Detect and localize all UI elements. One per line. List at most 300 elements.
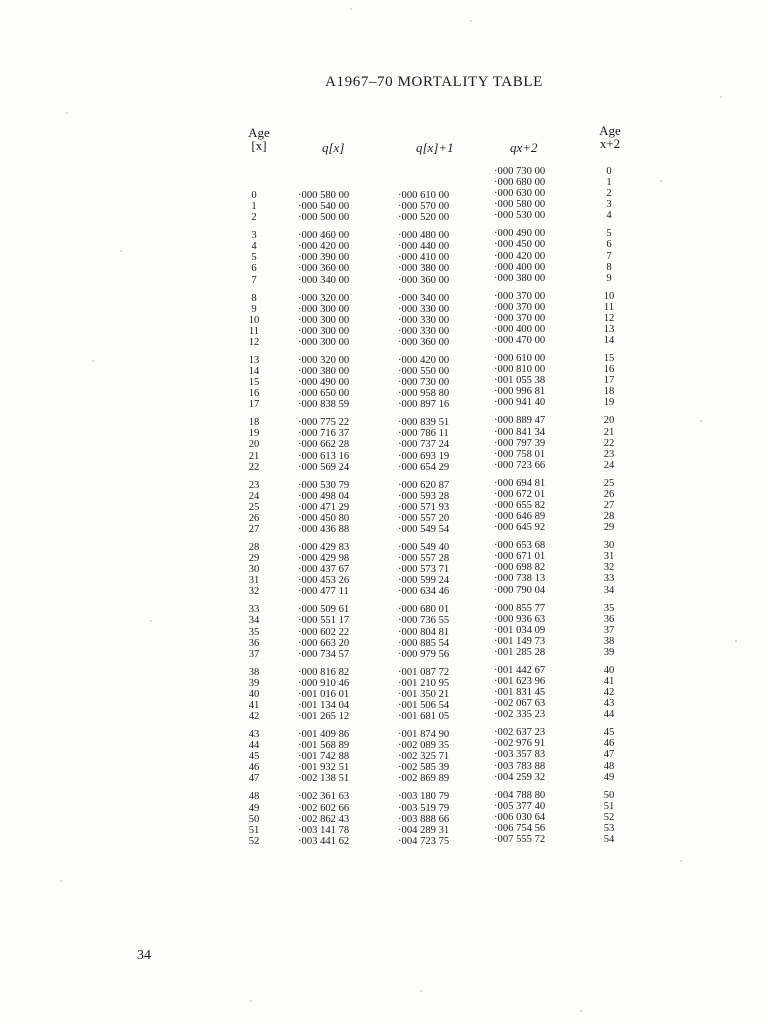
age-select-label: 40 [248,688,260,700]
q-select-plus1-value: ·000 839 51 [398,417,450,429]
age-ultimate-label: 42 [603,687,615,699]
q-select-plus1-value: ·000 410 00 [398,252,450,264]
group-gap [594,409,624,416]
age-ultimate-label: 24 [603,459,615,471]
age-ultimate-label: 29 [603,522,615,534]
q-select-value: ·000 420 00 [298,241,350,253]
q-ultimate-value: ·000 738 13 [494,573,546,585]
group-gap [398,410,449,417]
age-select-label: 47 [248,773,260,785]
paper-speck [660,180,662,182]
q-ultimate-value: ·000 941 40 [494,397,546,409]
group-gap [594,346,624,353]
q-ultimate-value: ·000 380 00 [494,272,546,284]
group-gap [298,473,349,480]
q-select-value: ·000 816 82 [298,666,350,678]
group-gap [238,597,270,604]
column-q-ultimate [494,166,545,845]
group-gap [298,223,349,230]
q-select-value: ·000 300 00 [298,314,350,326]
group-gap [494,409,545,416]
age-select-label: 34 [248,615,260,627]
q-select-plus1-value: ·000 804 81 [398,626,450,638]
q-ultimate-value: ·000 645 92 [494,522,546,534]
q-select-value: ·000 775 22 [298,417,350,429]
age-ultimate-label: 1 [606,177,612,189]
q-ultimate-value: ·000 370 00 [494,312,546,324]
group-gap [494,471,545,478]
age-ultimate-label: 30 [603,540,615,552]
group-gap [398,597,449,604]
age-ultimate-label: 31 [603,551,615,563]
group-gap [398,286,449,293]
age-select-label: 6 [251,263,257,275]
q-select-plus1-value: ·000 737 24 [398,439,450,451]
age-ultimate-label: 12 [603,312,615,324]
group-gap [238,660,270,667]
q-ultimate-value: ·001 442 67 [494,664,546,676]
paper-speck [470,20,472,22]
q-ultimate-value: ·000 671 01 [494,551,546,563]
paper-speck [150,620,152,622]
group-gap [398,785,449,792]
age-select-label: 9 [251,303,257,315]
q-ultimate-value: ·000 400 00 [494,261,546,273]
group-gap [494,596,545,603]
q-ultimate-value: ·001 149 73 [494,635,546,647]
q-ultimate-value: ·000 694 81 [494,477,546,489]
q-ultimate-value: ·000 730 00 [494,166,546,177]
group-gap [238,722,270,729]
q-select-value: ·000 650 00 [298,388,350,400]
q-select-value: ·000 580 00 [298,190,350,201]
q-ultimate-value: ·000 370 00 [494,290,546,302]
age-ultimate-label: 46 [603,738,615,750]
age-select-label: 24 [248,490,260,502]
age-select-label: 26 [248,512,260,524]
age-select-label: 17 [248,399,260,411]
column-age-select [238,190,270,847]
age-select-label: 36 [248,637,260,649]
paper-speck [735,640,737,642]
group-gap [238,785,270,792]
age-select-label: 31 [248,575,260,587]
q-ultimate-value: ·000 936 63 [494,613,546,625]
age-select-label: 45 [248,751,260,763]
age-select-label: 50 [248,813,260,825]
header-age-right-line2: x+2 [599,136,621,151]
q-select-plus1-value: ·000 654 29 [398,461,450,473]
q-select-plus1-value: ·001 506 54 [398,699,450,711]
paper-speck [420,990,422,992]
q-select-value: ·000 429 98 [298,553,350,565]
q-select-plus1-value: ·000 330 00 [398,314,450,326]
group-gap [494,221,545,228]
age-select-label: 25 [248,501,260,513]
paper-speck [60,880,62,882]
group-gap [594,221,624,228]
age-ultimate-label: 18 [603,386,615,398]
age-select-label: 14 [248,365,260,377]
header-age-left-line1: Age [248,125,270,140]
q-ultimate-value: ·002 335 23 [494,709,546,721]
age-select-label: 41 [248,699,260,711]
q-select-value: ·000 500 00 [298,212,350,224]
q-select-value: ·000 716 37 [298,428,350,440]
group-gap [398,722,449,729]
age-ultimate-label: 38 [603,635,615,647]
age-ultimate-label: 19 [603,397,615,409]
age-select-label: 28 [248,541,260,553]
age-ultimate-label: 20 [603,415,615,427]
q-select-value: ·003 141 78 [298,824,350,836]
age-ultimate-label: 35 [603,602,615,614]
group-gap [494,284,545,291]
q-ultimate-value: ·001 285 28 [494,646,546,658]
q-select-value: ·000 910 46 [298,677,350,689]
age-ultimate-label: 25 [603,477,615,489]
age-select-label: 5 [251,252,257,264]
paper-speck [250,1000,252,1002]
q-select-value: ·002 602 66 [298,802,350,814]
age-select-label: 10 [248,314,260,326]
age-select-label: 27 [248,523,260,535]
page-title: A1967–70 MORTALITY TABLE [325,74,543,90]
age-select-label: 20 [248,439,260,451]
q-select-value: ·001 265 12 [298,711,350,723]
age-ultimate-label: 33 [603,573,615,585]
age-select-label: 49 [248,802,260,814]
age-ultimate-label: 3 [606,199,612,211]
age-ultimate-label: 39 [603,646,615,658]
age-select-label: 42 [248,711,260,723]
header-age-left-line2: [x] [251,138,267,153]
age-select-label: 21 [248,450,260,462]
age-ultimate-label: 47 [603,749,615,761]
age-ultimate-label: 28 [603,511,615,523]
q-select-plus1-value: ·003 888 66 [398,813,450,825]
age-select-label: 7 [251,274,257,286]
group-gap [594,596,624,603]
q-ultimate-value: ·000 630 00 [494,188,546,200]
q-ultimate-value: ·006 030 64 [494,811,546,823]
age-ultimate-label: 6 [606,239,612,251]
paper-speck [66,112,68,114]
age-select-label: 51 [248,824,260,836]
q-select-value: ·001 742 88 [298,751,350,763]
group-gap [594,658,624,665]
q-select-plus1-value: ·000 897 16 [398,399,450,411]
age-select-label: 23 [248,479,260,491]
age-ultimate-label: 21 [603,426,615,438]
q-ultimate-value: ·000 646 89 [494,511,546,523]
age-ultimate-label: 10 [603,290,615,302]
page-number: 34 [137,948,151,963]
q-select-value: ·000 602 22 [298,626,350,638]
q-select-value: ·000 300 00 [298,303,350,315]
age-select-label: 3 [251,230,257,242]
group-gap [398,348,449,355]
age-ultimate-label: 16 [603,364,615,376]
q-select-value: ·000 450 80 [298,512,350,524]
group-gap [594,720,624,727]
q-select-value: ·000 380 00 [298,365,350,377]
age-ultimate-label: 14 [603,335,615,347]
q-ultimate-value: ·003 783 88 [494,760,546,772]
q-select-plus1-value: ·000 557 28 [398,553,450,565]
q-select-plus1-value: ·000 958 80 [398,388,450,400]
group-gap [238,410,270,417]
q-select-value: ·000 453 26 [298,575,350,587]
q-select-value: ·000 320 00 [298,354,350,366]
age-select-label: 18 [248,417,260,429]
q-select-plus1-value: ·000 557 20 [398,512,450,524]
group-gap [298,785,349,792]
q-select-plus1-value: ·000 380 00 [398,263,450,275]
q-select-value: ·000 300 00 [298,336,350,348]
group-gap [494,346,545,353]
q-select-plus1-value: ·000 549 40 [398,541,450,553]
paper-speck [680,860,682,862]
group-gap [494,783,545,790]
q-select-value: ·000 569 24 [298,461,350,473]
age-ultimate-label: 27 [603,499,615,511]
q-ultimate-value: ·000 450 00 [494,239,546,251]
q-select-plus1-value: ·000 340 00 [398,292,450,304]
q-ultimate-value: ·000 855 77 [494,602,546,614]
age-select-label: 1 [251,201,257,213]
q-select-plus1-value: ·000 330 00 [398,303,450,315]
q-ultimate-value: ·000 841 34 [494,426,546,438]
age-ultimate-label: 9 [606,272,612,284]
q-ultimate-value: ·000 530 00 [494,210,546,222]
q-select-value: ·001 016 01 [298,688,350,700]
group-gap [398,473,449,480]
group-gap [298,348,349,355]
header-q-ultimate: qx+2 [510,140,538,155]
column-age-ultimate [594,166,624,845]
header-q-select: q[x] [322,140,345,155]
q-select-value: ·000 551 17 [298,615,350,627]
group-gap [298,410,349,417]
q-ultimate-value: ·004 259 32 [494,771,546,783]
q-select-value: ·000 436 88 [298,523,350,535]
q-select-plus1-value: ·000 736 55 [398,615,450,627]
group-gap [298,535,349,542]
q-ultimate-value: ·000 797 39 [494,437,546,449]
q-select-plus1-value: ·002 585 39 [398,762,450,774]
q-select-plus1-value: ·002 869 89 [398,773,450,785]
q-ultimate-value: ·001 623 96 [494,675,546,687]
age-select-label: 12 [248,336,260,348]
q-select-plus1-value: ·001 210 95 [398,677,450,689]
q-select-plus1-value: ·000 571 93 [398,501,450,513]
group-gap [238,223,270,230]
age-ultimate-label: 49 [603,771,615,783]
q-select-plus1-value: ·001 874 90 [398,729,450,741]
q-select-value: ·000 460 00 [298,230,350,242]
q-ultimate-value: ·000 420 00 [494,250,546,262]
q-ultimate-value: ·000 400 00 [494,324,546,335]
q-select-plus1-value: ·000 730 00 [398,377,450,389]
age-select-label: 22 [248,461,260,473]
group-gap [298,286,349,293]
q-select-plus1-value: ·001 087 72 [398,666,450,678]
q-select-plus1-value: ·000 549 54 [398,523,450,535]
q-select-value: ·000 340 00 [298,274,350,286]
q-select-plus1-value: ·000 593 28 [398,490,450,502]
age-ultimate-label: 45 [603,727,615,739]
q-select-value: ·000 530 79 [298,479,350,491]
age-select-label: 15 [248,377,260,389]
q-select-plus1-value: ·004 723 75 [398,835,450,847]
q-ultimate-value: ·006 754 56 [494,822,546,834]
q-ultimate-value: ·000 672 01 [494,488,546,500]
age-select-label: 13 [248,354,260,366]
group-gap [398,535,449,542]
q-select-value: ·000 613 16 [298,450,350,462]
group-gap [238,535,270,542]
q-ultimate-value: ·001 055 38 [494,375,546,387]
q-select-plus1-value: ·002 089 35 [398,740,450,752]
q-select-value: ·000 437 67 [298,564,350,576]
age-ultimate-label: 37 [603,624,615,636]
age-select-label: 38 [248,666,260,678]
q-ultimate-value: ·002 637 23 [494,727,546,739]
q-select-plus1-value: ·000 885 54 [398,637,450,649]
age-select-label: 16 [248,388,260,400]
q-select-plus1-value: ·000 420 00 [398,354,450,366]
age-select-label: 37 [248,648,260,660]
age-ultimate-label: 53 [603,822,615,834]
q-select-plus1-value: ·000 599 24 [398,575,450,587]
q-ultimate-value: ·007 555 72 [494,833,546,845]
q-select-value: ·000 300 00 [298,325,350,337]
q-select-value: ·000 390 00 [298,252,350,264]
q-select-plus1-value: ·000 693 19 [398,450,450,462]
group-gap [238,348,270,355]
q-select-value: ·000 662 28 [298,439,350,451]
q-ultimate-value: ·000 889 47 [494,415,546,427]
age-ultimate-label: 7 [606,250,612,262]
age-ultimate-label: 54 [603,833,615,845]
q-select-value: ·000 498 04 [298,490,350,502]
q-ultimate-value: ·000 370 00 [494,301,546,313]
q-select-plus1-value: ·001 681 05 [398,711,450,723]
q-ultimate-value: ·000 655 82 [494,499,546,511]
q-select-value: ·000 429 83 [298,541,350,553]
age-select-label: 2 [251,212,257,224]
group-gap [398,660,449,667]
q-select-plus1-value: ·000 360 00 [398,274,450,286]
paper-speck [92,360,94,362]
group-gap [494,720,545,727]
q-select-value: ·000 471 29 [298,501,350,513]
age-ultimate-label: 22 [603,437,615,449]
age-ultimate-label: 51 [603,800,615,812]
age-select-label: 0 [251,190,257,201]
q-select-value: ·001 568 89 [298,740,350,752]
q-ultimate-value: ·002 976 91 [494,738,546,750]
age-ultimate-label: 48 [603,760,615,772]
q-select-value: ·000 509 61 [298,604,350,616]
age-ultimate-label: 41 [603,675,615,687]
q-ultimate-value: ·005 377 40 [494,800,546,812]
group-gap [494,533,545,540]
age-ultimate-label: 5 [606,228,612,240]
group-gap [298,597,349,604]
q-select-plus1-value: ·000 360 00 [398,336,450,348]
age-select-label: 33 [248,604,260,616]
q-select-value: ·000 734 57 [298,648,350,660]
age-select-label: 32 [248,586,260,598]
q-ultimate-value: ·000 680 00 [494,177,546,189]
age-select-label: 30 [248,564,260,576]
q-ultimate-value: ·000 723 66 [494,459,546,471]
q-select-value: ·000 360 00 [298,263,350,275]
group-gap [298,660,349,667]
q-select-plus1-value: ·000 979 56 [398,648,450,660]
q-select-plus1-value: ·004 289 31 [398,824,450,836]
age-ultimate-label: 13 [603,324,615,335]
group-gap [594,533,624,540]
q-ultimate-value: ·002 067 63 [494,698,546,710]
age-ultimate-label: 11 [603,301,615,313]
group-gap [398,223,449,230]
q-ultimate-value: ·001 034 09 [494,624,546,636]
age-select-label: 43 [248,729,260,741]
age-ultimate-label: 50 [603,789,615,801]
q-ultimate-value: ·000 698 82 [494,562,546,574]
q-select-plus1-value: ·000 440 00 [398,241,450,253]
q-select-plus1-value: ·000 573 71 [398,564,450,576]
age-select-label: 39 [248,677,260,689]
q-select-value: ·001 932 51 [298,762,350,774]
age-ultimate-label: 23 [603,448,615,460]
paper-speck [580,1010,582,1012]
q-select-value: ·002 361 63 [298,791,350,803]
age-select-label: 4 [251,241,257,253]
q-select-plus1-value: ·000 520 00 [398,212,450,224]
q-select-value: ·000 477 11 [298,586,349,598]
age-ultimate-label: 17 [603,375,615,387]
age-ultimate-label: 52 [603,811,615,823]
q-ultimate-value: ·000 490 00 [494,228,546,240]
q-ultimate-value: ·000 470 00 [494,335,546,347]
q-select-value: ·001 134 04 [298,699,350,711]
age-ultimate-label: 26 [603,488,615,500]
column-q-select [298,190,349,847]
q-ultimate-value: ·003 357 83 [494,749,546,761]
q-ultimate-value: ·004 788 80 [494,789,546,801]
q-select-value: ·002 862 43 [298,813,350,825]
age-select-label: 52 [248,835,260,847]
age-ultimate-label: 8 [606,261,612,273]
q-ultimate-value: ·000 610 00 [494,353,546,365]
q-select-value: ·000 490 00 [298,377,350,389]
age-ultimate-label: 43 [603,698,615,710]
q-select-plus1-value: ·001 350 21 [398,688,450,700]
q-select-value: ·003 441 62 [298,835,350,847]
q-select-value: ·000 540 00 [298,201,350,213]
age-ultimate-label: 4 [606,210,612,222]
q-ultimate-value: ·001 831 45 [494,687,546,699]
q-select-value: ·002 138 51 [298,773,350,785]
group-gap [594,783,624,790]
q-ultimate-value: ·000 996 81 [494,386,546,398]
age-select-label: 8 [251,292,257,304]
group-gap [298,722,349,729]
